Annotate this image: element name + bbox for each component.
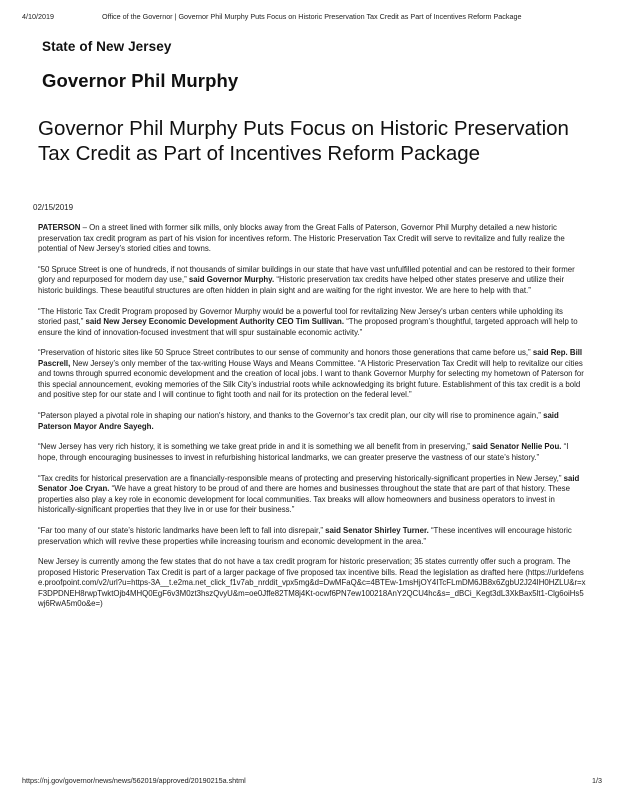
site-governor-link[interactable]: Governor Phil Murphy bbox=[42, 70, 239, 91]
legislation-link[interactable]: (https://urldefense.proofpoint.com/v2/url?u=https-3A__t.e2ma.net_click_f1v7ab_nrddit_vpx5mg&d=DwMFaQ&c=4BTEw-1msHjOY4ITcFLmDM6JB8x6ZgbU2J24IH0HZLU&r=xF3DPDNEH8rwpTwktOjb4MHQ0EgF6v3M0zt3hszQvyU&m=oe0Jffe82TM8j4Kt-ocwf6PN7ew100218AnY2QCU4hc&s=_dBCi_Kegt3dL3XkBax5lt1-Clg6oiHs5wj6RwA5m0o&e=) bbox=[38, 567, 586, 609]
article-body bbox=[38, 223, 586, 620]
paragraph-5: “Paterson played a pivotal role in shaping our nation's history, and thanks to the Governor’s tax credit plan, our city will rise to prominence again,” said Paterson Mayor Andre Sayegh. bbox=[38, 411, 559, 431]
site-state-link[interactable]: State of New Jersey bbox=[42, 39, 172, 54]
dateline: PATERSON bbox=[38, 223, 81, 232]
paragraph-6: “New Jersey has very rich history, it is something we take great pride in and it is something we all benefit from in preserving,” said Senator Nellie Pou. “I hope, through encouraging businesses to invest in refurbishing historical landmarks, we can greater preserve the vastness of our state’s history.” bbox=[38, 442, 569, 462]
paragraph-7: “Tax credits for historical preservation are a financially-responsible means of protecting and preserving historically-significant properties in New Jersey,” said Senator Joe Cryan. “We have a great history to be proud of and there are homes and businesses throughout the state that are part of that history. These properties also play a key role in economic development for local communities. Tax breaks will allow homeowners and business operators to invest in historically-significant properties that they live in or use for their business.” bbox=[38, 473, 580, 515]
speaker: said Governor Murphy. bbox=[186, 275, 275, 285]
paragraph-9: New Jersey is currently among the few states that do not have a tax credit program for historic preservation; 35 states currently offer such a program. The proposed Historic Preservation Tax Credit is part of a larger package of five proposed tax incentive bills. Read the legislation as drafted here (https://urldefense.proofpoint.com/v2/url?u=https-3A__t.e2ma.net_click_f1v7ab_nrddit_vpx5mg&d=DwMFaQ&c=4BTEw-1msHjOY4ITcFLmDM6JB8x6ZgbU2J24IH0HZLU&r=xF3DPDNEH8rwpTwktOjb4MHQ0EgF6v3M0zt3hszQvyU&m=oe0Jffe82TM8j4Kt-ocwf6PN7ew100218AnY2QCU4hc&s=_dBCi_Kegt3dL3XkBax5lt1-Clg6oiHs5wj6RwA5m0o&e=) bbox=[38, 557, 586, 609]
speaker: said Senator Shirley Turner. bbox=[322, 526, 429, 536]
paragraph-2: “50 Spruce Street is one of hundreds, if not thousands of similar buildings in our state that have vast unfulfilled potential and can be restored to their former glory and repurposed for modern day use,” said Governor Murphy. “Historic preservation tax credits have helped other states preserve and utilize their historic buildings. These beautiful structures are often hidden in plain sight and are waiting for the right investor. We are here to help with that.” bbox=[38, 264, 575, 295]
speaker: said Rep. Bill Pascrell, bbox=[38, 348, 583, 368]
speaker: said Paterson Mayor Andre Sayegh. bbox=[38, 411, 559, 431]
speaker: said New Jersey Economic Development Authority CEO Tim Sullivan. bbox=[83, 317, 345, 327]
paragraph-1: PATERSON – On a street lined with former silk mills, only blocks away from the Great Falls of Paterson, Governor Phil Murphy detailed a new historic preservation tax credit program as part of his vision for incentives reform. The Historic Preservation Tax Credit will serve to revitalize and fully realize the potential of New Jersey’s storied cities and towns. bbox=[38, 223, 565, 253]
article-date: 02/15/2019 bbox=[33, 203, 74, 212]
paragraph-4: “Preservation of historic sites like 50 Spruce Street contributes to our sense of community and honors those generations that came before us,” said Rep. Bill Pascrell, New Jersey’s only member of the tax-writing House Ways and Means Committee. “A Historic Preservation Tax Credit will help to revitalize our cities and towns through spurred economic development and the creation of local jobs. I want to thank Governor Murphy for selecting my hometown of Paterson for this special announcement, evoking memories of the Silk City’s industrial roots while acknowledging its bright future. Establishment of this tax credit is a bold and positive step for our state and I will continue to fight tooth and nail for its protection on the federal level.” bbox=[38, 348, 584, 400]
print-page-number: 1/3 bbox=[592, 776, 602, 785]
article-headline: Governor Phil Murphy Puts Focus on Historic Preservation Tax Credit as Part of Incentives Reform Package bbox=[38, 117, 569, 165]
print-date: 4/10/2019 bbox=[22, 12, 54, 21]
print-page-title: Office of the Governor | Governor Phil Murphy Puts Focus on Historic Preservation Tax Credit as Part of Incentives Reform Package bbox=[102, 12, 522, 21]
print-url: https://nj.gov/governor/news/news/562019/approved/20190215a.shtml bbox=[22, 776, 246, 785]
paragraph-3: “The Historic Tax Credit Program proposed by Governor Murphy would be a powerful tool for revitalizing New Jersey's urban centers while upholding its storied past,” said New Jersey Economic Development Authority CEO Tim Sullivan. “The proposed program’s thoughtful, targeted approach will help to ensure the kind of innovation-focused investment that will spur sustainable economic activity.” bbox=[38, 306, 578, 337]
paragraph-8: “Far too many of our state’s historic landmarks have been left to fall into disrepair,” said Senator Shirley Turner. “These incentives will encourage historic preservation which will revive these properties while increasing tourism and economic development in the area.” bbox=[38, 526, 572, 546]
speaker: said Senator Nellie Pou. bbox=[469, 442, 562, 452]
speaker: said Senator Joe Cryan. bbox=[38, 473, 580, 494]
